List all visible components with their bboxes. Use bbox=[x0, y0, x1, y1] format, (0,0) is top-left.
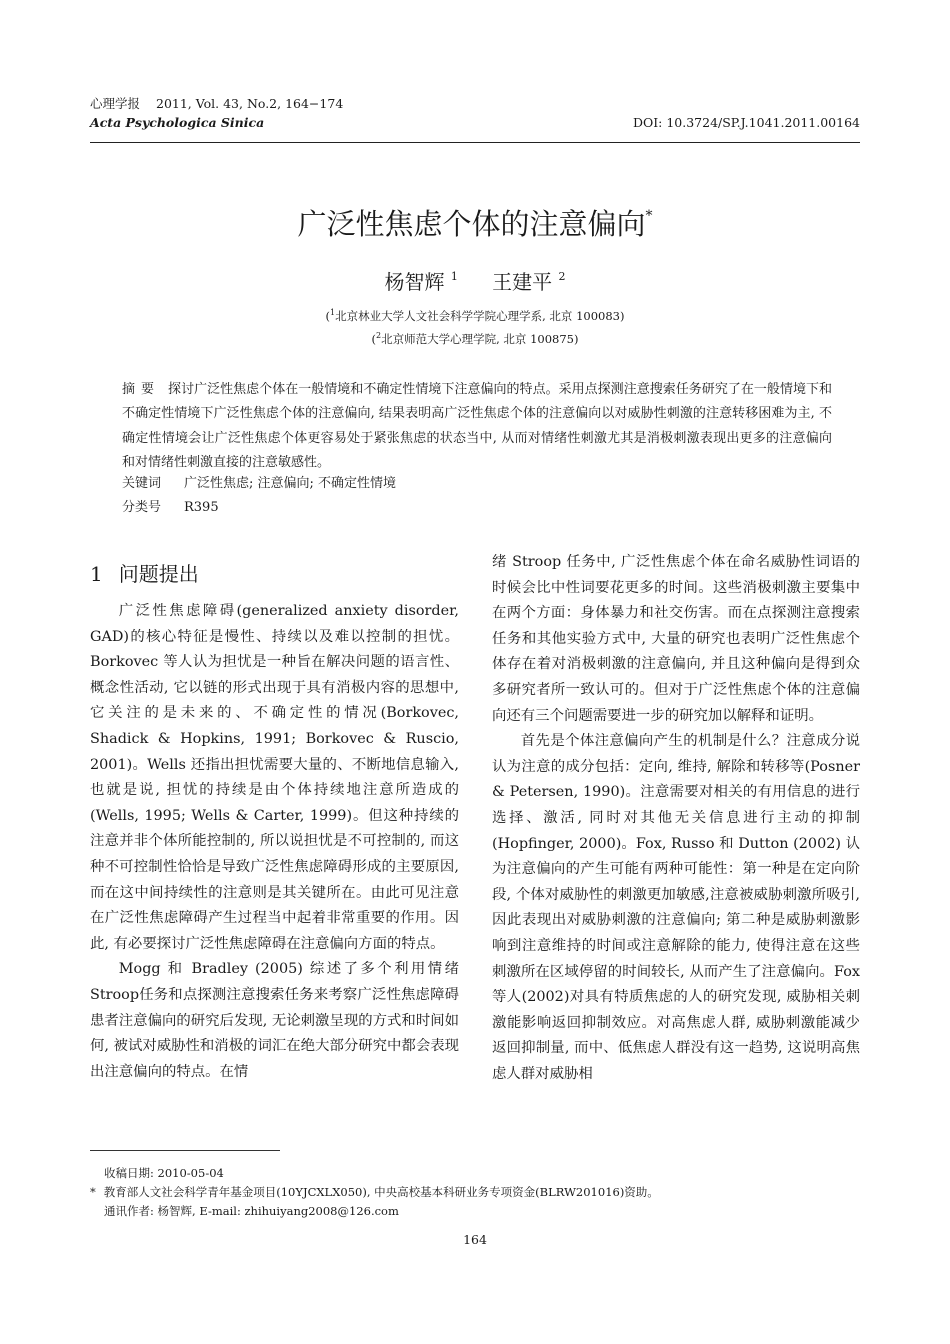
paragraph: 绪 Stroop 任务中, 广泛性焦虑个体在命名威胁性词语的时候会比中性词要花更多的时间。这些消极刺激主要集中在两个方面：身体暴力和社交伤害。而在点探测注意搜索任务和其他实验方式中, 大量的研究也表明广泛性焦虑个体存在着对消极刺激的注意偏向, 并且这种偏向是得到众多研究者所一致认可的。但对于广泛性焦虑个体的注意偏向还有三个问题需要进一步的研究加以解释和证明。 bbox=[492, 554, 860, 724]
title-footnote-mark: * bbox=[645, 208, 653, 224]
journal-name-cn: 心理学报 bbox=[90, 96, 141, 111]
section-number: 1 bbox=[90, 562, 103, 586]
abstract-text: 探讨广泛性焦虑个体在一般情境和不确定性情境下注意偏向的特点。采用点探测注意搜索任务研究了在一般情境下和不确定性情境下广泛性焦虑个体的注意偏向, 结果表明高广泛性焦虑个体的注意偏向以对威胁性刺激的注意转移困难为主, 不确定性情境会让广泛性焦虑个体更容易处于紧张焦虑的状态当中, 从而对情绪性刺激尤其是消极刺激表现出更多的注意偏向和对情绪性刺激直接的注意敏感性。 bbox=[122, 382, 832, 471]
paragraph: Mogg 和 Bradley (2005) 综述了多个利用情绪Stroop任务和点探测注意搜索任务来考察广泛性焦虑障碍患者注意偏向的研究后发现, 无论刺激呈现的方式和时间如何, 被试对威胁性和消极的词汇在绝大部分研究中都会表现出注意偏向的特点。在情 bbox=[90, 961, 459, 1080]
header-rule bbox=[90, 142, 860, 143]
running-header bbox=[90, 95, 343, 113]
paragraph: 广泛性焦虑障碍(generalized anxiety disorder, GAD)的核心特征是慢性、持续以及难以控制的担忧。Borkovec 等人认为担忧是一种旨在解决问题的语言性、概念性活动, 它以链的形式出现于具有消极内容的思想中, 它关注的是未来的、不确定性的情况(Borkovec, Shadick & Hopkins, 1991; Borkovec & Ruscio, 2001)。Wells 还指出担忧需要大量的、不断地信息输入, 也就是说, 担忧的持续是由个体持续地注意所造成的(Wells, 1995; Wells & Carter, 1999)。但这种持续的注意并非个体所能控制的, 所以说担忧是不可控制的, 而这种不可控制性恰恰是导致广泛性焦虑障碍形成的主要原因, 而在这中间持续性的注意则是其关键所在。由此可见注意在广泛性焦虑障碍产生过程当中起着非常重要的作用。因此, 有必要探讨广泛性焦虑障碍在注意偏向方面的特点。 bbox=[90, 603, 459, 952]
abstract-label: 摘要 bbox=[122, 382, 161, 397]
funding-note: * 教育部人文社会科学青年基金项目(10YJCXLX050), 中央高校基本科研业务专项资金(BLRW201016)资助。 bbox=[90, 1185, 659, 1199]
classification-label: 分类号 bbox=[122, 500, 162, 515]
paper-title: 广泛性焦虑个体的注意偏向* bbox=[297, 207, 653, 241]
received-date: 收稿日期: 2010-05-04 bbox=[104, 1166, 224, 1180]
classification bbox=[122, 496, 832, 520]
journal-name-en: Acta Psychologica Sinica bbox=[90, 115, 265, 130]
left-column bbox=[90, 599, 459, 1085]
affiliation: ($^2$北京师范大学心理学院, 北京 100875) bbox=[371, 331, 579, 346]
abstract bbox=[122, 378, 832, 476]
footnote-rule bbox=[90, 1150, 280, 1151]
author: 杨智辉 $^1$ bbox=[384, 270, 458, 294]
keywords-text: 广泛性焦虑; 注意偏向; 不确定性情境 bbox=[184, 476, 397, 491]
citation: 2011, Vol. 43, No.2, 164−174 bbox=[156, 96, 344, 111]
right-column bbox=[492, 550, 860, 1087]
page-number: 164 bbox=[463, 1232, 487, 1247]
affiliation: ($^1$北京林业大学人文社会科学学院心理学系, 北京 100083) bbox=[325, 308, 625, 323]
doi: DOI: 10.3724/SP.J.1041.2011.00164 bbox=[632, 115, 860, 130]
keywords bbox=[122, 472, 832, 496]
author-list bbox=[0, 262, 950, 297]
classification-code: R395 bbox=[184, 500, 219, 515]
author: 王建平 $^2$ bbox=[492, 270, 566, 294]
paragraph: 首先是个体注意偏向产生的机制是什么？注意成分说认为注意的成分包括：定向, 维持, 解除和转移等(Posner & Petersen, 1990)。注意需要对相关的有用信息的进行选择、激活, 同时对其他无关信息进行主动的抑制(Hopfinger, 2000)。Fox, Russo 和 Dutton (2002) 认为注意偏向的产生可能有两种可能性：第一种是在定向阶段, 个体对威胁性的刺激更加敏感,注意被威胁刺激所吸引, 因此表现出对威胁刺激的注意偏向; 第二种是威胁刺激影响到注意维持的时间或注意解除的能力, 使得注意在这些刺激所在区域停留的时间较长, 从而产生了注意偏向。Fox 等人(2002)对具有特质焦虑的人的研究发现, 威胁相关刺激能影响返回抑制效应。对高焦虑人群, 威胁刺激能减少返回抑制量, 而中、低焦虑人群没有这一趋势, 这说明高焦虑人群对威胁相 bbox=[492, 733, 860, 1082]
section-heading bbox=[90, 560, 199, 588]
section-title: 问题提出 bbox=[118, 562, 199, 586]
footnotes bbox=[90, 1164, 860, 1228]
keywords-label: 关键词 bbox=[122, 476, 162, 491]
correspondence: 通讯作者: 杨智辉, E-mail: zhihuiyang2008@126.com bbox=[104, 1204, 399, 1218]
